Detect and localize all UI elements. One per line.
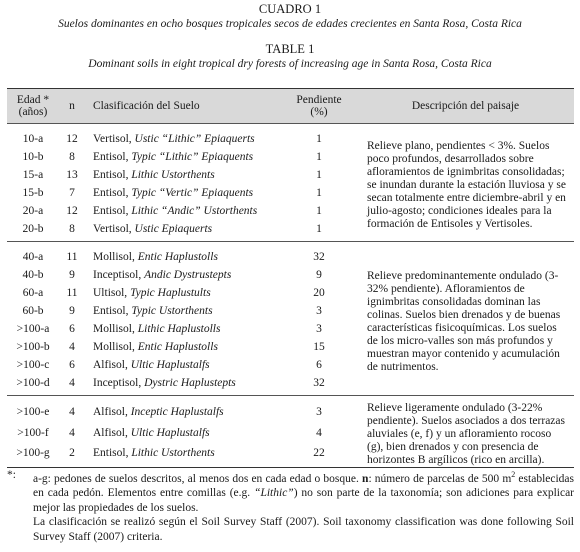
cell-edad: 20-b [22,222,44,235]
cell-edad: >100-e [16,406,50,419]
soil-taxon: Entic Haplustolls [137,250,218,263]
cell-edad: >100-g [16,447,50,460]
soil-taxon: Entic Haplustolls [137,340,218,353]
cell-pendiente: 32 [313,376,325,389]
cell-edad: 20-a [22,204,44,217]
cell-pendiente: 15 [313,340,325,353]
soil-order: Mollisol, [93,250,135,263]
caption-text: Dominant soils in eight tropical dry forests of increasing age in Santa Rosa, Costa Rica [88,58,492,70]
header-pendiente: Pendiente (%) [281,89,357,124]
cell-n: 12 [66,132,78,145]
cell-clasificacion [85,374,281,396]
table-notes [7,468,574,544]
row-group [7,242,574,396]
cell-pendiente: 22 [313,447,325,460]
cell-pendiente: 1 [316,168,322,181]
cell-edad: 15-b [22,186,44,199]
caption-spanish [0,2,580,31]
cell-pendiente: 20 [313,286,325,299]
cell-edad: >100-b [16,340,50,353]
soil-order: Mollisol, [93,322,135,335]
caption-label: TABLE 1 [265,42,315,56]
soil-taxon: Ultic Haplustalfs [130,358,210,371]
cell-n: 9 [69,268,75,281]
header-clasificacion: Clasificación del Suelo [85,89,281,124]
soil-taxon: Ustic “Lithic” Epiaquerts [134,132,255,145]
cell-pendiente: 1 [316,150,322,163]
soil-order: Entisol, [93,304,129,317]
note-row [7,468,574,515]
soil-taxon: Typic “Lithic” Epiaquents [131,150,254,163]
caption-text: Suelos dominantes en ocho bosques tropicales secos de edades crecientes en Santa Rosa, Costa Rica [58,18,522,30]
cell-n: 2 [69,447,75,460]
cell-pendiente: 1 [316,132,322,145]
cell-pendiente: 3 [316,406,322,419]
header-descripcion: Descripción del paisaje [357,89,574,124]
cell-clasificacion [85,266,281,284]
cell-pendiente: 9 [316,268,322,281]
header-edad: Edad * (años) [7,89,59,124]
cell-n: 7 [69,186,75,199]
cell-clasificacion [85,338,281,356]
cell-edad: 10-b [22,150,44,163]
note-criteria: La clasificación se realizó según el Soil Survey Staff (2007). Soil taxonomy classification was done following Soil Survey Staff (2007) criteria. [33,516,574,543]
cell-clasificacion [85,302,281,320]
cell-clasificacion [85,396,281,424]
cell-descripcion: Relieve predominantemente ondulado (3-32% pendiente). Afloramientos de ignimbritas consolidadas dominan las colinas. Suelos bien drenados y de buenas características fisicoquímicas. Los suelos de los micro-valles son más profundos y muestran mayor contenido y acumulación de nutrimentos. [367,269,561,373]
table-row [7,124,574,149]
cell-n: 9 [69,304,75,317]
soil-taxon: Dystric Haplustepts [144,376,236,389]
header-n: n [59,89,85,124]
row-group [7,396,574,468]
cell-edad: >100-f [17,426,49,439]
cell-clasificacion [85,184,281,202]
cell-n: 4 [69,376,75,389]
note-mark: *: [7,469,16,481]
note-text: a-g: pedones de suelos descritos, al menos dos en cada edad o bosque. n: número de parcelas de 500 $m^2$ establecidas en cada pedón. Elementos entre comillas (e.g. “Lithic”) no son parte de la taxonomía; son adiciones para explicar mejor las propiedades de los suelos. [33,470,575,514]
soil-order: Alfisol, [93,406,128,419]
cell-n: 4 [69,406,75,419]
cell-pendiente: 1 [316,186,322,199]
cell-n: 8 [69,150,75,163]
soil-order: Entisol, [93,150,129,163]
caption-english [0,42,580,71]
cell-edad: >100-d [16,376,50,389]
cell-clasificacion [85,356,281,374]
cell-clasificacion [85,242,281,267]
cell-clasificacion [85,202,281,220]
cell-clasificacion [85,284,281,302]
caption-label: CUADRO 1 [258,2,322,16]
cell-clasificacion [85,320,281,338]
soil-order: Vertisol, [93,132,132,145]
soil-taxon: Typic Ustorthents [131,304,213,317]
soil-order: Inceptisol, [93,268,142,281]
cell-pendiente: 4 [316,426,322,439]
cell-edad: 40-b [22,268,44,281]
cell-n: 6 [69,322,75,335]
cell-clasificacion [85,166,281,184]
cell-n: 6 [69,358,75,371]
soil-taxon: Ultic Haplustalfs [130,426,210,439]
cell-n: 4 [69,340,75,353]
soil-order: Vertisol, [93,222,132,235]
cell-clasificacion [85,124,281,149]
cell-clasificacion [85,423,281,443]
soil-order: Entisol, [93,447,129,460]
cell-pendiente: 1 [316,222,322,235]
soil-taxon: Inceptic Haplustalfs [130,406,224,419]
soils-table [7,88,574,468]
cell-clasificacion [85,443,281,467]
cell-n: 8 [69,222,75,235]
cell-pendiente: 32 [313,250,325,263]
soil-taxon: Typic “Vertic” Epiaquents [131,186,254,199]
table-header [7,89,574,124]
table-row [7,396,574,424]
soil-order: Entisol, [93,204,129,217]
cell-clasificacion [85,148,281,166]
soil-taxon: Ustic Epiaquerts [134,222,213,235]
cell-pendiente: 3 [316,304,322,317]
soil-order: Entisol, [93,186,129,199]
cell-pendiente: 1 [316,204,322,217]
cell-pendiente: 3 [316,322,322,335]
soil-taxon: Lithic Ustorthents [131,168,215,181]
soil-taxon: Lithic Ustorthents [131,447,215,460]
soil-order: Alfisol, [93,358,128,371]
cell-edad: 60-a [22,286,44,299]
cell-descripcion: Relieve plano, pendientes < 3%. Suelos poco profundos, desarrollados sobre afloramientos de ignimbritas consolidadas; se inundan durante la estación lluviosa y se secan totalmente entre diciembre-abril y en julio-agosto; condiciones ideales para la formación de Entisoles y Vertisoles. [367,140,566,230]
table-row [7,242,574,267]
cell-n: 11 [66,250,78,263]
soil-order: Entisol, [93,168,129,181]
soil-taxon: Typic Haplustults [130,286,211,299]
row-group [7,124,574,242]
soil-order: Mollisol, [93,340,135,353]
cell-n: 4 [69,426,75,439]
soil-order: Inceptisol, [93,376,142,389]
cell-n: 13 [66,168,78,181]
soil-order: Alfisol, [93,426,128,439]
cell-edad: 60-b [22,304,44,317]
cell-clasificacion [85,220,281,242]
soil-taxon: Lithic “Andic” Ustorthents [131,204,258,217]
note-row [7,515,574,544]
cell-pendiente: 6 [316,358,322,371]
cell-edad: 10-a [22,132,44,145]
cell-edad: 15-a [22,168,44,181]
cell-edad: >100-c [16,358,50,371]
soil-taxon: Andic Dystrustepts [144,268,232,281]
cell-edad: 40-a [22,250,44,263]
cell-edad: >100-a [16,322,50,335]
cell-n: 11 [66,286,78,299]
cell-descripcion: Relieve ligeramente ondulado (3-22% pendiente). Suelos asociados a dos terrazas aluviales (e, f) y un afloramiento rocoso (g), bien drenados y con presencia de horizontes B argílicos (rico en arcilla). [367,402,565,466]
soil-order: Ultisol, [93,286,128,299]
cell-n: 12 [66,204,78,217]
soil-taxon: Lithic Haplustolls [137,322,221,335]
